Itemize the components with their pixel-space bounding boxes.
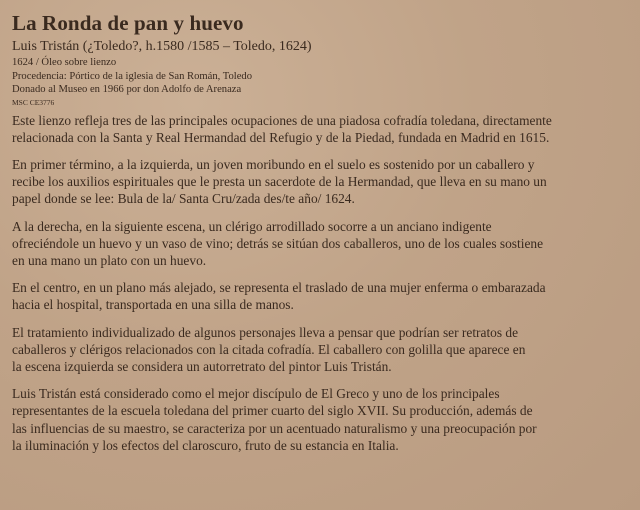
catalog-number: MSC CE3776 bbox=[12, 97, 55, 107]
artist-attribution: Luis Tristán (¿Toledo?, h.1580 /1585 – Toledo, 1624) bbox=[12, 39, 312, 54]
text-line: relacionada con la Santa y Real Hermandad del Refugio y de la Piedad, fundada en Madrid en 1615. bbox=[12, 129, 550, 145]
text-line: Este lienzo refleja tres de las principales ocupaciones de una piadosa cofradía toledana, directamente bbox=[12, 112, 552, 128]
text-line: la iluminación y los efectos del claroscuro, fruto de su estancia en Italia. bbox=[12, 437, 399, 453]
paragraph bbox=[12, 324, 628, 376]
text-line: El tratamiento individualizado de algunos personajes lleva a pensar que podrían ser retratos de bbox=[12, 324, 519, 340]
paragraph bbox=[12, 279, 628, 313]
text-line: En primer término, a la izquierda, un joven moribundo en el suelo es sostenido por un caballero y bbox=[12, 156, 535, 172]
paragraph bbox=[12, 112, 628, 146]
text-line: ofreciéndole un huevo y un vaso de vino; detrás se sitúan dos caballeros, uno de los cuales sostiene bbox=[12, 235, 544, 251]
text-line: caballeros y clérigos relacionados con la citada cofradía. El caballero con golilla que aparece en bbox=[12, 341, 526, 357]
paragraph bbox=[12, 218, 628, 270]
provenance: Procedencia: Pórtico de la iglesia de San Román, Toledo bbox=[12, 70, 253, 82]
donation-credit: Donado al Museo en 1966 por don Adolfo de Arenaza bbox=[12, 84, 242, 95]
description-body bbox=[12, 112, 628, 454]
paragraph bbox=[12, 156, 628, 208]
text-line: Luis Tristán está considerado como el mejor discípulo de El Greco y uno de los principales bbox=[12, 386, 500, 402]
text-line: hacia el hospital, transportada en una silla de manos. bbox=[12, 297, 294, 313]
artwork-title: La Ronda de pan y huevo bbox=[12, 11, 244, 35]
text-line: representantes de la escuela toledana del primer cuarto del siglo XVII. Su producción, además de bbox=[12, 403, 533, 419]
paragraph bbox=[12, 385, 628, 454]
text-line: papel donde se lee: Bula de la/ Santa Cru/zada des/te año/ 1624. bbox=[12, 191, 355, 207]
text-line: la escena izquierda se considera un autorretrato del pintor Luis Tristán. bbox=[12, 358, 392, 374]
text-line: las influencias de su maestro, se caracteriza por un acentuado naturalismo y una preocupación por bbox=[12, 420, 537, 436]
text-line: en una mano un plato con un huevo. bbox=[12, 252, 207, 268]
text-line: recibe los auxilios espirituales que le presta un sacerdote de la Hermandad, que lleva en su mano un bbox=[12, 174, 547, 190]
text-line: En el centro, en un plano más alejado, se representa el traslado de una mujer enferma o embarazada bbox=[12, 280, 546, 296]
text-line: A la derecha, en la siguiente escena, un clérigo arrodillado socorre a un anciano indigente bbox=[12, 218, 492, 234]
date-medium: 1624 / Óleo sobre lienzo bbox=[12, 57, 117, 68]
